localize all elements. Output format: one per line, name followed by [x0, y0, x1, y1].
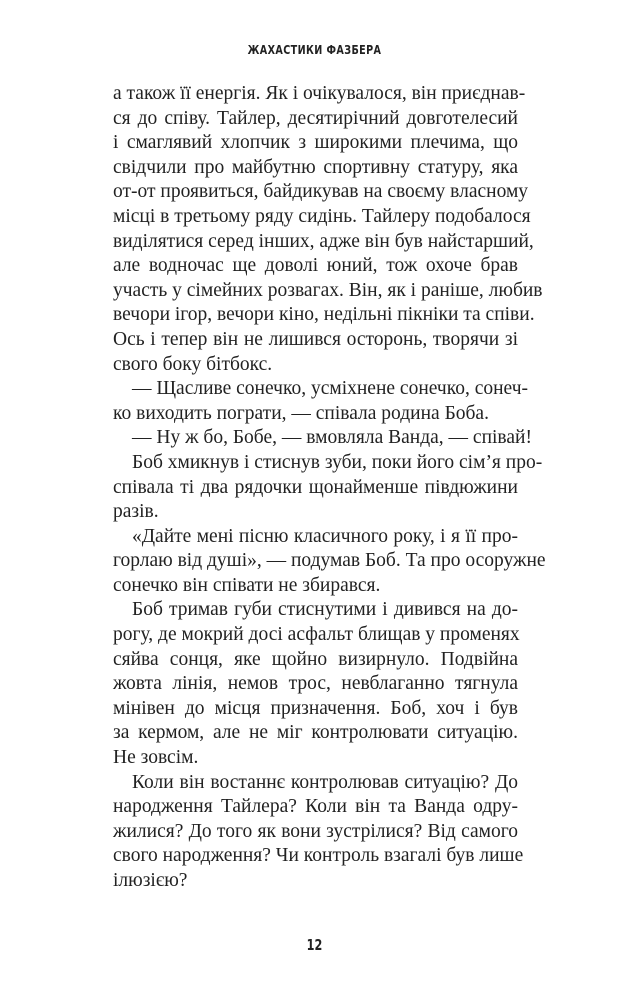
- text-line: свого народження? Чи контроль взагалі був лише: [113, 845, 524, 867]
- text-line: Коли він востаннє контролював ситуацію? До: [132, 771, 518, 793]
- running-header: ЖАХАСТИКИ ФАЗБЕРА: [247, 43, 382, 57]
- paragraph: [113, 377, 529, 426]
- text-line: — Щасливе сонечко, усміхнене сонечко, сонеч-: [132, 378, 529, 400]
- page-number: 12: [306, 936, 323, 954]
- text-line: от-от проявиться, байдикував на своєму власному: [113, 181, 529, 203]
- text-line: — Ну ж бо, Бобе, — вмовляла Ванда, — співай!: [132, 427, 532, 449]
- paragraph: [113, 598, 518, 770]
- text-line: але водночас ще доволі юний, тож охоче брав: [113, 255, 518, 277]
- text-line: за кермом, але не міг контролювати ситуацію.: [113, 722, 518, 744]
- page-body-text: [113, 82, 546, 894]
- text-line: співала ті два рядочки щонайменше півдюжини: [113, 476, 518, 498]
- paragraph: [113, 525, 546, 599]
- text-line: і смаглявий хлопчик з широкими плечима, що: [113, 132, 518, 154]
- text-line: сяйва сонця, яке щойно визирнуло. Подвійна: [113, 648, 518, 670]
- text-line: ілюзією?: [113, 870, 188, 891]
- text-line: а також її енергія. Як і очікувалося, він приєднав-: [113, 83, 526, 104]
- text-line: сонечко він співати не збирався.: [113, 574, 381, 596]
- text-line: свого боку бітбокс.: [113, 353, 273, 375]
- text-line: ко виходить пограти, — співала родина Боба.: [113, 402, 489, 424]
- text-line: участь у сімейних розвагах. Він, як і раніше, любив: [113, 279, 543, 301]
- paragraph: [113, 82, 543, 377]
- text-line: вечори ігор, вечори кіно, недільні пікніки та співи.: [113, 304, 535, 326]
- text-line: «Дайте мені пісню класичного року, і я її про-: [132, 525, 518, 547]
- text-line: горлаю від душі», — подумав Боб. Та про осоружне: [113, 550, 546, 572]
- text-line: ся до співу. Тайлер, десятирічний довготелесий: [113, 107, 518, 129]
- text-line: Ось і тепер він не лишився осторонь, творячи зі: [113, 328, 518, 350]
- paragraph: [113, 426, 532, 451]
- text-line: жилися? До того як вони зустрілися? Від самого: [113, 820, 518, 842]
- text-line: Не зовсім.: [113, 747, 199, 769]
- text-line: разів.: [113, 501, 159, 523]
- text-line: виділятися серед інших, адже він був найстарший,: [113, 230, 534, 252]
- text-line: місці в третьому ряду сидінь. Тайлеру подобалося: [113, 205, 531, 227]
- text-line: жовта лінія, немов трос, невблаганно тягнула: [113, 673, 518, 695]
- text-line: мінівен до місця призначення. Боб, хоч і був: [113, 697, 518, 719]
- text-line: рогу, де мокрий досі асфальт блищав у променях: [113, 624, 520, 646]
- text-line: народження Тайлера? Коли він та Ванда одру-: [113, 796, 518, 818]
- paragraph: [113, 451, 543, 525]
- text-line: Боб хмикнув і стиснув зуби, поки його сім’я про-: [132, 451, 543, 473]
- paragraph: [113, 771, 524, 894]
- text-line: Боб тримав губи стиснутими і дивився на до-: [132, 599, 518, 621]
- text-line: свідчили про майбутню спортивну статуру, яка: [113, 156, 518, 178]
